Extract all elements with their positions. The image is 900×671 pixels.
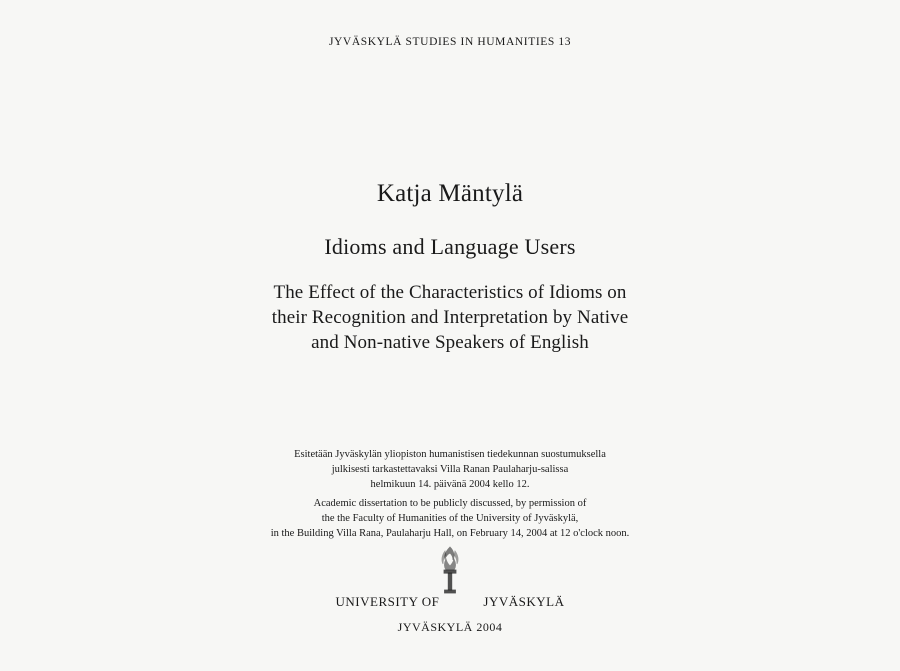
dissertation-notice-finnish	[0, 447, 900, 492]
university-torch-emblem-icon	[0, 545, 900, 597]
notice-fi-line-1: Esitetään Jyväskylän yliopiston humanistisen tiedekunnan suostumuksella	[294, 449, 606, 460]
place-and-year: JYVÄSKYLÄ 2004	[397, 620, 503, 634]
author-name: Katja Mäntylä	[376, 180, 524, 207]
notice-en-line-1: Academic dissertation to be publicly discussed, by permission of	[313, 498, 587, 509]
notice-fi-line-3: helmikuun 14. päivänä 2004 kello 12.	[370, 479, 530, 490]
dissertation-notice-english	[0, 496, 900, 541]
page-title: Idioms and Language Users	[324, 234, 576, 259]
publisher	[0, 594, 900, 610]
publisher-label-right: JYVÄSKYLÄ	[483, 594, 565, 609]
notice-en-line-3: in the Building Villa Rana, Paulaharju Hall, on February 14, 2004 at 12 o'clock noon.	[270, 528, 630, 539]
subtitle-line-3: and Non-native Speakers of English	[311, 332, 589, 353]
notice-fi-line-2: julkisesti tarkastettavaksi Villa Ranan Paulaharju-salissa	[331, 464, 569, 475]
publisher-label-left: UNIVERSITY OF	[335, 594, 440, 609]
series-title: JYVÄSKYLÄ STUDIES IN HUMANITIES 13	[328, 36, 572, 48]
subtitle-line-2: their Recognition and Interpretation by Native	[271, 307, 629, 328]
subtitle-line-1: The Effect of the Characteristics of Idioms on	[273, 282, 627, 303]
subtitle	[0, 280, 900, 355]
notice-en-line-2: the the Faculty of Humanities of the University of Jyväskylä,	[321, 513, 579, 524]
